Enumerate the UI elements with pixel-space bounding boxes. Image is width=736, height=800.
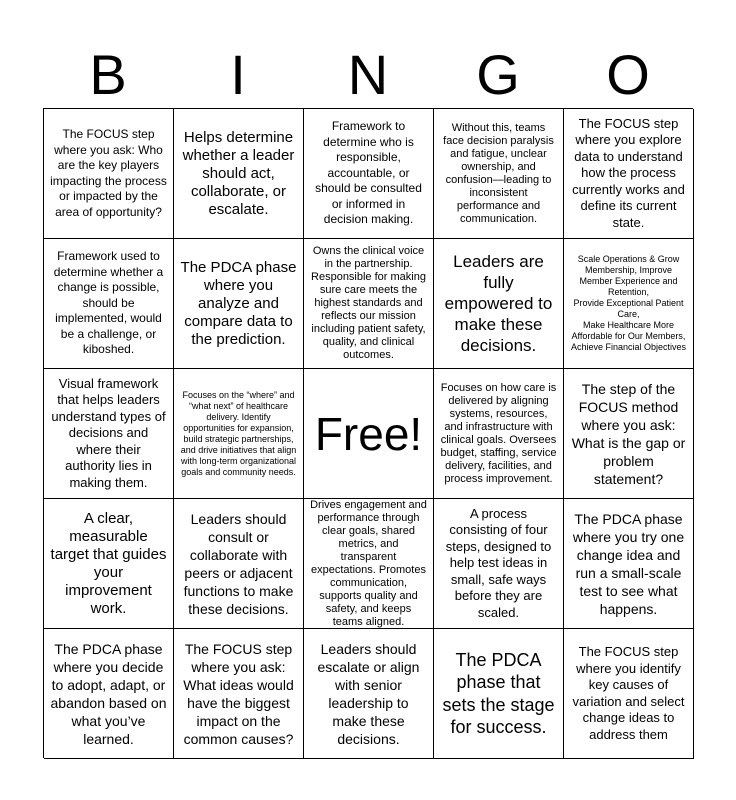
bingo-cell-r2c3 [304,239,434,369]
bingo-cell-text: Helps determine whether a leader should act, collaborate, or escalate. [182,128,295,218]
bingo-grid [43,108,693,758]
bingo-cell-text: The PDCA phase where you try one change idea and run a small-scale test to see what happens. [572,510,685,617]
bingo-cell-r3c2 [174,369,304,499]
bingo-cell-r1c1 [44,109,174,239]
bingo-cell-r4c2 [174,499,304,629]
header-letter-n: N [347,43,389,106]
bingo-cell-r2c5 [564,239,694,369]
bingo-cell-text: The FOCUS step where you explore data to understand how the process currently works and define its current state. [572,115,685,230]
bingo-cell-r4c4 [434,499,564,629]
bingo-cell-r5c1 [44,629,174,759]
bingo-cell-text: The FOCUS step where you ask: Who are the key players impacting the process or impacted by the area of opportunity? [50,127,167,219]
bingo-cell-r5c4 [434,629,564,759]
bingo-cell-r1c5 [564,109,694,239]
bingo-cell-text: Drives engagement and performance through clear goals, shared metrics, and transparent expectations. Promotes communication, supports quality and safety, and keeps teams aligned. [310,499,427,628]
bingo-cell-r3c1 [44,369,174,499]
bingo-cell-r5c3 [304,629,434,759]
bingo-cell-text: The PDCA phase where you decide to adopt, adapt, or abandon based on what you’ve learned. [50,640,167,747]
bingo-cell-r4c5 [564,499,694,629]
bingo-cell-text: Scale Operations & Grow Membership, Improve Member Experience and Retention, Provide Exceptional Patient Care, Make Healthcare More Affordable for Our Members, Achieve Financial Objectives [570,254,687,352]
header-letter-o: O [606,43,650,106]
bingo-cell-r3c4 [434,369,564,499]
header-letter-g: G [476,43,520,106]
free-space-label: Free! [314,407,423,460]
bingo-cell-text: Owns the clinical voice in the partnership. Responsible for making sure care meets the highest standards and reflects our mission including patient safety, quality, and clinical outcomes. [311,245,426,361]
bingo-cell-r2c2 [174,239,304,369]
header-letter-b: B [89,43,127,106]
bingo-cell-r3c5 [564,369,694,499]
bingo-cell-text: Focuses on how care is delivered by aligning systems, resources, and infrastructure with clinical goals. Oversees budget, staffing, service delivery, facilities, and process improvement. [440,381,557,485]
bingo-cell-r2c4 [434,239,564,369]
bingo-cell-text: Leaders should escalate or align with senior leadership to make these decisions. [317,640,420,747]
bingo-cell-text: Without this, teams face decision paralysis and fatigue, unclear ownership, and confusion—leading to inconsistent performance and communication. [443,121,554,225]
bingo-cell-text: A clear, measurable target that guides your improvement work. [50,509,167,617]
bingo-cell-r5c5 [564,629,694,759]
bingo-cell-text: Leaders should consult or collaborate with peers or adjacent functions to make these decisions. [183,510,294,617]
bingo-header [43,42,693,108]
bingo-cell-text: Framework used to determine whether a change is possible, should be implemented, would be a challenge, or kiboshed. [53,249,164,357]
bingo-cell-text: The PDCA phase where you analyze and compare data to the prediction. [180,258,297,348]
bingo-cell-r1c4 [434,109,564,239]
bingo-cell-text: Leaders are fully empowered to make these decisions. [444,252,553,355]
bingo-cell-free [304,369,434,499]
bingo-cell-text: Focuses on the “where” and “what next” of healthcare delivery. Identify opportunities for expansion, build strategic partnerships, and drive initiatives that align with long-term organizational goals and community needs. [180,389,297,477]
bingo-cell-text: The FOCUS step where you identify key causes of variation and select change ideas to address them [572,644,685,742]
bingo-cell-r5c2 [174,629,304,759]
bingo-cell-text: Visual framework that helps leaders understand types of decisions and where their authority lies in making them. [51,375,166,490]
bingo-cell-r1c3 [304,109,434,239]
header-letter-i: I [230,43,246,106]
bingo-cell-r1c2 [174,109,304,239]
bingo-cell-text: The PDCA phase that sets the stage for success. [442,649,555,737]
bingo-cell-text: The step of the FOCUS method where you ask: What is the gap or problem statement? [571,380,686,487]
bingo-cell-text: The FOCUS step where you ask: What ideas would have the biggest impact on the common causes? [183,640,294,747]
bingo-cell-text: A process consisting of four steps, designed to help test ideas in small, safe ways before they are scaled. [445,505,552,620]
bingo-cell-text: Framework to determine who is responsible, accountable, or should be consulted or informed in decision making. [315,119,422,227]
bingo-cell-r4c3 [304,499,434,629]
bingo-cell-r2c1 [44,239,174,369]
bingo-cell-r4c1 [44,499,174,629]
